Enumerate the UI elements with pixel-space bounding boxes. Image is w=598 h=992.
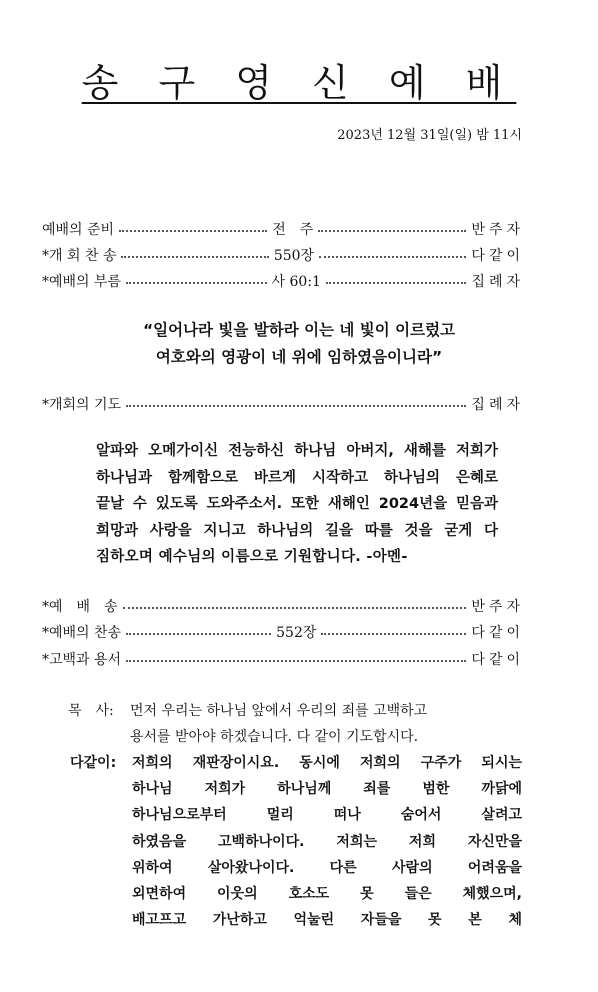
congregation-line: 저희의 재판장이시요. 동시에 저희의 구주가 되시는: [132, 755, 522, 771]
prayer-line: 끝날 수 있도록 도와주소서. 또한 새해인 2024년을 믿음과: [96, 496, 498, 512]
prayer-line: 희망과 사랑을 지니고 하나님의 길을 따를 것을 굳게 다: [96, 522, 498, 539]
order-item-confession: [42, 648, 524, 670]
congregation-words: [70, 750, 522, 933]
order-item-doxology: [42, 595, 524, 617]
leader-dots: [119, 230, 267, 232]
order-item-call-to-worship: [42, 270, 525, 292]
order-item-content: 전 주: [272, 222, 314, 238]
order-item-preparation: [42, 218, 524, 240]
leader-dots: [121, 256, 268, 258]
minister-line: 먼저 우리는 하나님 앞에서 우리의 죄를 고백하고: [130, 703, 428, 719]
leader-dots: [126, 282, 266, 284]
congregation-line: 하였음을 고백하나이다. 저희는 저희 자신만을: [132, 833, 522, 850]
prayer-line: 알파와 오메가이신 전능하신 하나님 아버지, 새해를 저희가: [96, 443, 498, 459]
order-item-leader: 반주자: [471, 222, 524, 238]
order-item-label: *개회의 기도: [42, 397, 122, 413]
congregation-line: 하나님으로부터 멀리 떠나 숨어서 살려고: [132, 807, 522, 824]
order-item-content: 사 60:1: [271, 274, 321, 290]
order-item-leader: 집례자: [471, 397, 524, 413]
order-item-content: 552장: [276, 625, 317, 641]
service-date: 2023년 12월 31일(일) 밤 11시: [337, 128, 522, 143]
leader-dots: [126, 660, 466, 662]
page-title: 송 구 영 신 예 배: [81, 61, 517, 105]
order-item-label: *예배의 찬송: [42, 625, 122, 641]
order-item-label: *예배의 부름: [42, 274, 122, 290]
speaker-label: 다같이:: [70, 755, 117, 771]
leader-dots: [126, 405, 466, 407]
prayer-line: 하나님과 함께함으로 바르게 시작하고 하나님의 은혜로: [96, 469, 498, 486]
leader-dots: [318, 230, 466, 232]
order-item-leader: 다같이: [471, 248, 524, 264]
order-item-label: *고백과 용서: [42, 652, 122, 668]
order-item-content: 550장: [273, 248, 315, 264]
verse-line: 여호와의 영광이 네 위에 임하였음이니라”: [155, 348, 443, 366]
congregation-line: 외면하여 이웃의 호소도 못 들은 체했으며,: [132, 886, 522, 903]
order-item-opening-hymn: [42, 244, 524, 266]
congregation-line: 배고프고 가난하고 억눌린 자들을 못 본 체: [132, 912, 522, 929]
speaker-label: 목 사:: [68, 703, 114, 719]
order-item-leader: 다같이: [471, 652, 524, 668]
order-item-leader: 다같이: [471, 625, 524, 641]
leader-dots: [123, 607, 467, 609]
order-item-leader: 반주자: [471, 599, 524, 615]
order-item-label: *예 배 송: [42, 599, 118, 615]
prayer-line: 짐하오며 예수님의 이름으로 기원합니다. -아멘-: [96, 549, 408, 565]
leader-dots: [326, 282, 466, 284]
minister-words: [68, 700, 518, 746]
leader-dots: [126, 633, 271, 635]
leader-dots: [319, 256, 466, 258]
order-item-label: *개 회 찬 송: [42, 248, 117, 264]
leader-dots: [321, 633, 466, 635]
congregation-line: 하나님 저희가 하나님께 죄를 범한 까닭에: [132, 781, 522, 798]
congregation-line: 위하여 살아왔나이다. 다른 사람의 어려움을: [132, 859, 522, 876]
verse-line: “일어나라 빛을 발하라 이는 네 빛이 이르렀고: [142, 321, 456, 339]
minister-line: 용서를 받아야 하겠습니다. 다 같이 기도합시다.: [130, 729, 419, 745]
order-item-opening-prayer: [42, 393, 524, 415]
scripture-verse: [0, 317, 598, 371]
order-item-hymn: [42, 621, 524, 643]
order-item-leader: 집례자: [471, 274, 525, 290]
order-item-label: 예배의 준비: [42, 222, 115, 238]
opening-prayer-text: [96, 438, 498, 571]
